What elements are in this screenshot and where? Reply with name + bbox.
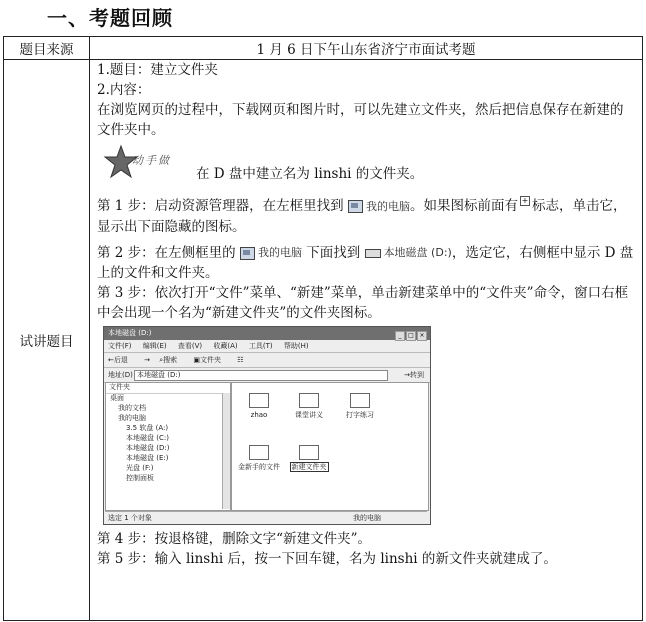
handson-row [97,144,634,190]
tree-item: 本地磁盘 (E:) [126,454,169,462]
forward-icon: → [144,356,150,364]
step-5: 第 5 步：输入 linshi 后，按一下回车键，名为 linshi 的新文件夹就建成了。 [97,551,557,567]
go-button: →转到 [404,371,424,379]
address-bar [104,368,430,383]
folder-item-new: 新建文件夹 [284,445,334,472]
my-computer-label: 我的电脑 [365,199,410,213]
local-disk-label: 本地磁盘 (D:) [383,246,452,259]
views-icon: ☷ [237,356,244,364]
file-pane [231,382,429,511]
window-titlebar [104,327,430,340]
step-4: 第 4 步：按退格键，删除文字“新建文件夹”。 [97,531,371,547]
step-2-text-c: ，选定它，右侧框中显示 D 盘上的文件和文件夹。 [97,244,634,281]
menu-help: 帮助(H) [283,342,309,350]
tree-scrollbar [222,393,230,509]
status-right: 我的电脑 [353,514,381,522]
topic-row [4,60,643,621]
folder-icon [299,445,319,460]
tree-item: 我的文档 [118,404,146,412]
step-2-text-b: 下面找到 [306,244,361,261]
status-left: 选定 1 个对象 [108,514,152,522]
folder-tree-pane [105,382,231,511]
close-icon: × [417,331,427,341]
tree-item: 我的电脑 [118,414,146,422]
step-2 [97,243,634,284]
disk-icon [365,249,381,258]
topic-label: 试讲题目 [4,60,90,621]
computer-icon [348,200,363,213]
step-3: 第 3 步：依次打开“文件”菜单、“新建”菜单，单击新建菜单中的“文件夹”命令，窗口右框中会出现一个名为“新建文件夹”的文件夹图标。 [97,285,629,321]
folder-icon [249,445,269,460]
menu-tools: 工具(T) [248,342,273,350]
step-1-text-b: 。如果图标前面有 [409,198,518,214]
computer-icon [240,247,255,260]
folder-icon [299,393,319,408]
my-computer-inline [348,197,410,217]
source-value: 1 月 6 日下午山东省济宁市面试考题 [90,37,643,60]
minimize-icon: _ [395,331,405,341]
plus-sign-icon: + [521,196,529,205]
exam-table [3,36,643,621]
tree-item: 桌面 [110,394,124,402]
folder-icon [350,393,370,408]
tree-item: 3.5 软盘 (A:) [126,424,169,432]
menu-file: 文件(F) [108,342,132,350]
folder-item: 金新手的文件 [232,445,286,472]
window-toolbar [104,353,430,368]
menu-favorites: 收藏(A) [213,342,238,350]
tree-item: 光盘 (F:) [126,464,154,472]
lesson-title: 1.题目：建立文件夹 [97,62,218,78]
step-1-text-c: 标志，单击它，显示出下面隐藏的图标。 [97,198,627,235]
window-menubar [104,340,430,353]
search-icon: ⌕搜索 [159,356,178,364]
tree-item: 本地磁盘 (D:) [126,444,170,452]
folder-item: 打字练习 [335,393,385,420]
address-field: 本地磁盘 (D:) [134,370,388,381]
folder-item: 课堂讲义 [284,393,334,420]
intro-text: 在浏览网页的过程中，下载网页和图片时，可以先建立文件夹，然后把信息保存在新建的文件夹中。 [97,102,624,138]
folder-tree [106,394,230,484]
content-label: 2.内容： [97,82,151,98]
maximize-icon: □ [406,331,416,341]
folder-icon [249,393,269,408]
tree-item: 本地磁盘 (C:) [126,434,169,442]
folder-item: zhao [234,393,284,420]
step-1-text-a: 第 1 步：启动资源管理器，在左框里找到 [97,198,344,214]
window-title: 本地磁盘 (D:) [108,329,152,337]
my-computer-inline-2 [240,243,302,263]
source-label: 题目来源 [4,37,90,60]
step-1 [97,196,634,237]
source-row [4,37,643,60]
menu-edit: 编辑(E) [142,342,167,350]
folders-header: 文件夹 [106,383,230,394]
local-disk-inline [365,243,452,263]
handson-caption: 动手做 [132,154,171,167]
status-bar [105,511,427,524]
menu-view: 查看(V) [177,342,203,350]
handson-text: 在 D 盘中建立名为 linshi 的文件夹。 [196,166,424,182]
folders-icon: ▣文件夹 [193,356,221,364]
page-heading: 一、考题回顾 [47,6,173,30]
address-label: 地址(D) [108,371,133,379]
step-2-text-a: 第 2 步：在左侧框里的 [97,244,236,261]
tree-item: 控制面板 [126,474,154,482]
topic-content [90,60,643,621]
back-icon: ←后退 [108,356,128,364]
my-computer-label-2: 我的电脑 [257,246,302,259]
explorer-screenshot [103,326,431,525]
